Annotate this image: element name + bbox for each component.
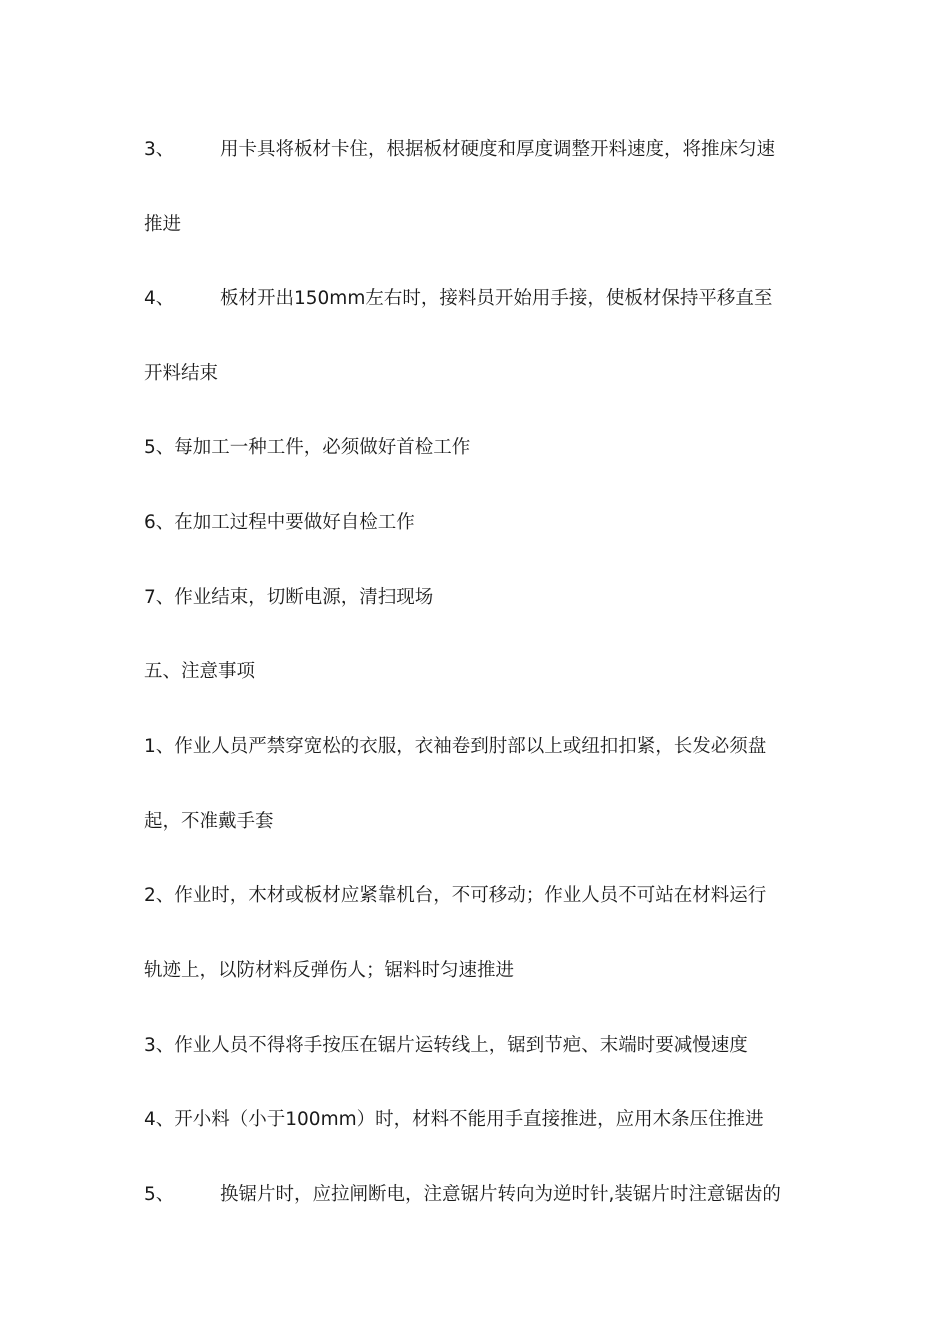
paragraph-line [144, 882, 824, 910]
list-number: 3、 [144, 139, 175, 160]
paragraph-line [144, 136, 824, 164]
line-text: 推进 [144, 214, 182, 235]
paragraph-line [144, 360, 824, 388]
line-text: 开料结束 [144, 363, 219, 384]
line-text: 起，不准戴手套 [144, 811, 274, 832]
line-text: 五、注意事项 [144, 661, 256, 682]
section-heading [144, 658, 824, 686]
list-number: 5、 [144, 1184, 175, 1205]
paragraph-line [144, 584, 824, 612]
line-text: 板材开出150mm左右时，接料员开始用手接，使板材保持平移直至 [220, 288, 773, 309]
line-text: 4、开小料（小于100mm）时，材料不能用手直接推进，应用木条压住推进 [144, 1109, 764, 1130]
paragraph-line [144, 957, 824, 985]
line-text: 2、作业时，木材或板材应紧靠机台，不可移动；作业人员不可站在材料运行 [144, 885, 767, 906]
paragraph-line [144, 808, 824, 836]
line-text: 6、在加工过程中要做好自检工作 [144, 512, 415, 533]
line-text: 用卡具将板材卡住，根据板材硬度和厚度调整开料速度，将推床匀速 [220, 139, 776, 160]
paragraph-line [144, 434, 824, 462]
line-text: 轨迹上，以防材料反弹伤人；锯料时匀速推进 [144, 960, 515, 981]
list-number: 4、 [144, 288, 175, 309]
paragraph-line [144, 285, 824, 313]
paragraph-line [144, 1106, 824, 1134]
paragraph-line [144, 509, 824, 537]
paragraph-line [144, 1032, 824, 1060]
line-text: 7、作业结束，切断电源，清扫现场 [144, 587, 434, 608]
line-text: 1、作业人员严禁穿宽松的衣服，衣袖卷到肘部以上或纽扣扣紧，长发必须盘 [144, 736, 767, 757]
paragraph-line [144, 211, 824, 239]
line-text: 3、作业人员不得将手按压在锯片运转线上，锯到节疤、末端时要减慢速度 [144, 1035, 748, 1056]
paragraph-line [144, 733, 824, 761]
line-text: 换锯片时，应拉闸断电，注意锯片转向为逆时针,装锯片时注意锯齿的 [220, 1184, 781, 1205]
line-text: 5、每加工一种工件，必须做好首检工作 [144, 437, 471, 458]
paragraph-line [144, 1181, 824, 1209]
